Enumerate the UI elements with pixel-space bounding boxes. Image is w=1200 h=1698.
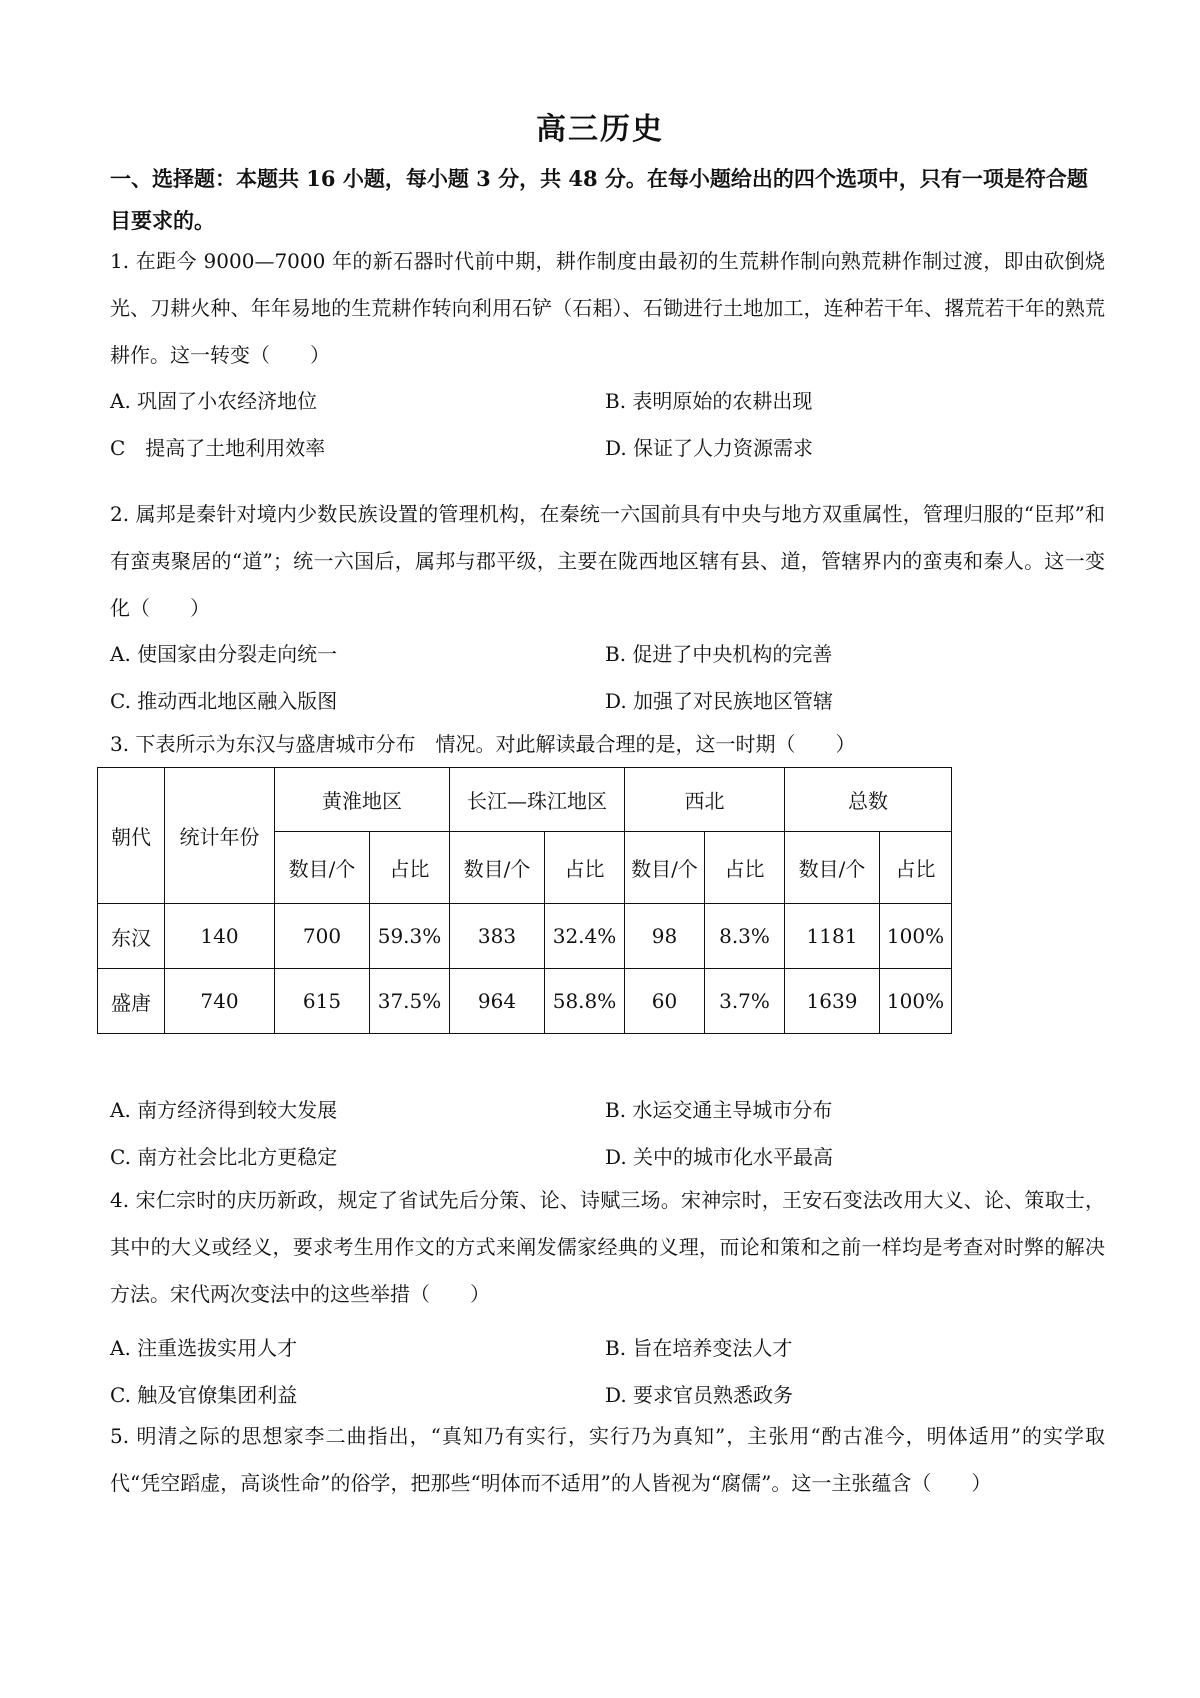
question-4-option-c[interactable]: C. 触及官僚集团利益 [110,1383,298,1407]
header-region-huanghuai: 黄淮地区 [275,768,450,832]
question-4-option-d[interactable]: D. 要求官员熟悉政务 [605,1383,794,1407]
table-cell: 140 [165,904,275,969]
table-cell: 1181 [785,904,880,969]
table-header-row [98,768,952,832]
city-distribution-table [97,767,952,1034]
table-row [98,904,952,969]
question-1-option-c[interactable]: C 提高了土地利用效率 [110,436,326,460]
subheader-count: 数目/个 [275,832,370,904]
question-2-option-d[interactable]: D. 加强了对民族地区管辖 [605,689,834,713]
question-3-stem: 3. 下表所示为东汉与盛唐城市分布 情况。对此解读最合理的是，这一时期（ ） [110,732,856,756]
header-dynasty: 朝代 [98,768,165,904]
question-2-option-c[interactable]: C. 推动西北地区融入版图 [110,689,338,713]
table-cell: 100% [880,969,952,1034]
question-1-option-b[interactable]: B. 表明原始的农耕出现 [605,389,813,413]
subheader-ratio: 占比 [370,832,450,904]
table-cell: 740 [165,969,275,1034]
question-4-option-b[interactable]: B. 旨在培养变法人才 [605,1336,793,1360]
question-1-stem: 1. 在距今 9000—7000 年的新石器时代前中期，耕作制度由最初的生荒耕作制向熟荒耕作制过渡，即由砍倒烧光、刀耕火种、年年易地的生荒耕作转向利用石铲（石耜）、石锄进行土地加工，连种若干年、撂荒若干年的熟荒耕作。这一转变（ ） [110,249,1105,367]
header-region-total: 总数 [785,768,952,832]
table-cell: 100% [880,904,952,969]
subheader-count: 数目/个 [785,832,880,904]
question-1-option-d[interactable]: D. 保证了人力资源需求 [605,436,814,460]
table-cell: 37.5% [370,969,450,1034]
table-cell: 3.7% [705,969,785,1034]
table-cell: 8.3% [705,904,785,969]
question-4-stem: 4. 宋仁宗时的庆历新政，规定了省试先后分策、论、诗赋三场。宋神宗时，王安石变法改用大义、论、策取士，其中的大义或经义，要求考生用作文的方式来阐发儒家经典的义理，而论和策和之前一样均是考查对时弊的解决方法。宋代两次变法中的这些举措（ ） [110,1188,1105,1306]
table-cell: 1639 [785,969,880,1034]
question-3-option-d[interactable]: D. 关中的城市化水平最高 [605,1145,834,1169]
table-cell: 58.8% [545,969,625,1034]
page-title: 高三历史 [536,112,664,147]
table-cell: 615 [275,969,370,1034]
question-2-option-b[interactable]: B. 促进了中央机构的完善 [605,642,833,666]
table-cell: 32.4% [545,904,625,969]
subheader-count: 数目/个 [625,832,705,904]
section-heading: 一、选择题：本题共 16 小题，每小题 3 分，共 48 分。在每小题给出的四个选项中，只有一项是符合题目要求的。 [110,166,1088,233]
question-2-option-a[interactable]: A. 使国家由分裂走向统一 [110,642,338,666]
table-cell: 60 [625,969,705,1034]
question-3-option-b[interactable]: B. 水运交通主导城市分布 [605,1098,833,1122]
question-3-option-c[interactable]: C. 南方社会比北方更稳定 [110,1145,338,1169]
header-region-xibei: 西北 [625,768,785,832]
table-cell: 964 [450,969,545,1034]
table-cell: 98 [625,904,705,969]
subheader-ratio: 占比 [545,832,625,904]
table-cell: 盛唐 [98,969,165,1034]
table-row [98,969,952,1034]
subheader-ratio: 占比 [880,832,952,904]
subheader-count: 数目/个 [450,832,545,904]
question-2-stem: 2. 属邦是秦针对境内少数民族设置的管理机构，在秦统一六国前具有中央与地方双重属性，管理归服的“臣邦”和有蛮夷聚居的“道”；统一六国后，属邦与郡平级，主要在陇西地区辖有县、道，管辖界内的蛮夷和秦人。这一变化（ ） [110,502,1105,620]
table-cell: 东汉 [98,904,165,969]
table-cell: 59.3% [370,904,450,969]
table-cell: 700 [275,904,370,969]
question-4-option-a[interactable]: A. 注重选拔实用人才 [110,1336,298,1360]
question-1-option-a[interactable]: A. 巩固了小农经济地位 [110,389,318,413]
question-5-stem: 5. 明清之际的思想家李二曲指出，“真知乃有实行，实行乃为真知”，主张用“酌古准今，明体适用”的实学取代“凭空蹈虚，高谈性命”的俗学，把那些“明体而不适用”的人皆视为“腐儒”。这一主张蕴含（ ） [110,1424,1105,1495]
table-cell: 383 [450,904,545,969]
subheader-ratio: 占比 [705,832,785,904]
header-year: 统计年份 [165,768,275,904]
header-region-changjiang: 长江—珠江地区 [450,768,625,832]
question-3-option-a[interactable]: A. 南方经济得到较大发展 [110,1098,338,1122]
